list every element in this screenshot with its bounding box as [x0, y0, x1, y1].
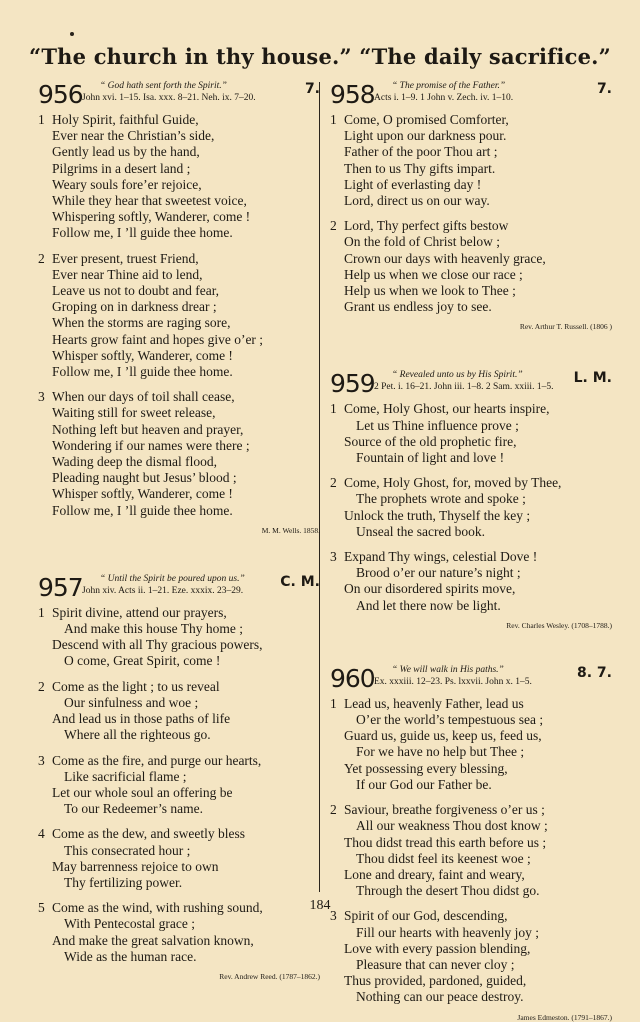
verse-line: Ever near the Christian’s side,	[52, 128, 215, 144]
scripture-references: 2 Pet. i. 16–21. John iii. 1–8. 2 Sam. xxiii. 1–5.	[374, 382, 554, 393]
stanza	[330, 218, 612, 315]
verse-line: May barrenness rejoice to own	[52, 858, 219, 874]
verse-line: Gently lead us by the hand,	[52, 144, 200, 160]
verse-line: Unlock the truth, Thyself the key ;	[344, 507, 531, 523]
scripture-references: John xiv. Acts ii. 1–21. Eze. xxxix. 23–29.	[82, 585, 244, 596]
verse-line: Come, Holy Ghost, for, moved by Thee,	[344, 475, 562, 491]
verse-line: Holy Spirit, faithful Guide,	[52, 112, 199, 127]
hymn-header	[330, 664, 612, 696]
ink-dot	[70, 32, 74, 36]
verse-line: And make this house Thy home ;	[64, 621, 243, 637]
hymn-header	[330, 80, 612, 112]
verse-line: O come, Great Spirit, come !	[64, 653, 221, 669]
verse-line: Like sacrificial flame ;	[64, 768, 187, 784]
verse-line: Lord, Thy perfect gifts bestow	[344, 218, 509, 234]
stanza	[330, 401, 612, 466]
verse-line: Hearts grow faint and hopes give o’er ;	[52, 331, 264, 347]
left-column	[38, 80, 320, 981]
hymn-meter: 7.	[304, 81, 320, 97]
verse-line: And let there now be light.	[356, 597, 501, 613]
verse-line: Spirit divine, attend our prayers,	[52, 604, 227, 620]
verse-line: Light upon our darkness pour.	[344, 128, 507, 144]
verse-line: Groping on in darkness drear ;	[52, 299, 217, 315]
verse-line: Father of the poor Thou art ;	[344, 144, 498, 160]
verse-line: Fountain of light and love !	[356, 450, 505, 466]
verse-line: Whisper softly, Wanderer, come !	[52, 347, 233, 363]
stanza	[330, 549, 612, 614]
verse-line: Whisper softly, Wanderer, come !	[52, 486, 233, 502]
verse-line: Follow me, I ’ll guide thee home.	[52, 364, 233, 380]
hymn-number: 960	[330, 663, 375, 693]
verse-line: Brood o’er our nature’s night ;	[356, 565, 521, 581]
author-attribution: Rev. Arthur T. Russell. (1806 )	[519, 322, 612, 332]
verse-line: Thou didst feel its keenest woe ;	[356, 850, 531, 866]
verse-line: Thou didst tread this earth before us ;	[344, 834, 547, 850]
stanza	[330, 475, 612, 540]
verse-line: Lord, direct us on our way.	[344, 193, 490, 209]
verse-line: Through the desert Thou didst go.	[356, 883, 540, 899]
stanza-number: 1	[330, 401, 337, 417]
scripture-references: Acts i. 1–9. 1 John v. Zech. iv. 1–10.	[374, 93, 514, 103]
verse-line: Thus provided, pardoned, guided,	[344, 973, 527, 989]
verse-line: On the fold of Christ below ;	[344, 234, 500, 250]
verse-line: Wading deep the dismal flood,	[52, 454, 217, 470]
hymn-number: 956	[38, 80, 83, 109]
stanza-number: 1	[38, 604, 45, 620]
running-header: “The church in thy house.” “The daily sacrifice.”	[29, 44, 611, 69]
stanza	[38, 826, 320, 891]
verse-line: Come as the dew, and sweetly bless	[52, 826, 245, 842]
verse-line: Yet possessing every blessing,	[344, 760, 508, 776]
hymn-header	[330, 369, 612, 401]
verse-line: Pleasure that can never cloy ;	[356, 956, 515, 972]
verse-line: Follow me, I ’ll guide thee home.	[52, 502, 233, 518]
verse-line: Where all the righteous go.	[64, 727, 211, 743]
stanza	[38, 251, 320, 381]
hymn-number: 958	[330, 80, 375, 109]
stanza	[330, 696, 612, 793]
hymn-meter: L. M.	[573, 370, 612, 387]
verse-line: When our days of toil shall cease,	[52, 389, 235, 405]
author-attribution: M. M. Wells. 1858.	[261, 525, 320, 535]
stanza	[330, 112, 612, 209]
verse-line: For we have no help but Thee ;	[356, 744, 525, 760]
stanza	[38, 389, 320, 519]
verse-line: While they hear that sweetest voice,	[52, 193, 247, 209]
stanza-number: 5	[38, 900, 45, 916]
verse-line: Leave us not to doubt and fear,	[52, 283, 220, 299]
verse-line: Lone and dreary, faint and weary,	[344, 866, 525, 882]
hymn-960	[330, 664, 612, 1022]
verse-line: Descend with all Thy gracious powers,	[52, 637, 263, 653]
verse-line: With Pentecostal grace ;	[64, 916, 196, 932]
verse-line: Pilgrims in a desert land ;	[52, 160, 191, 176]
hymn-number: 957	[38, 572, 83, 602]
stanza-number: 4	[38, 826, 45, 842]
verse-line: Our sinfulness and woe ;	[64, 694, 199, 710]
stanza-number: 1	[330, 112, 337, 127]
stanza-number: 3	[330, 908, 337, 924]
verse-line: Guard us, guide us, keep us, feed us,	[344, 728, 542, 744]
verse-line: When the storms are raging sore,	[52, 315, 231, 331]
stanza-number: 2	[38, 250, 45, 266]
author-attribution: Rev. Charles Wesley. (1708–1788.)	[506, 620, 612, 630]
hymn-motto: “ Revealed unto us by His Spirit.”	[392, 370, 523, 381]
verse-line: Nothing left but heaven and prayer,	[52, 421, 244, 437]
verse-line: Waiting still for sweet release,	[52, 405, 216, 421]
verse-line: Follow me, I ’ll guide thee home.	[52, 225, 233, 241]
verse-line: Ever near Thine aid to lend,	[52, 266, 203, 282]
verse-line: O’er the world’s tempestuous sea ;	[356, 712, 544, 728]
stanza	[330, 802, 612, 899]
verse-line: This consecrated hour ;	[64, 842, 191, 858]
stanza	[38, 753, 320, 818]
stanza-number: 3	[38, 752, 45, 768]
stanza-number: 3	[38, 389, 45, 405]
verse-line: Lead us, heavenly Father, lead us	[344, 695, 524, 711]
verse-line: Source of the old prophetic fire,	[344, 433, 517, 449]
verse-line: Unseal the sacred book.	[356, 523, 485, 539]
verse-line: Let our whole soul an offering be	[52, 784, 233, 800]
stanza	[38, 679, 320, 744]
verse-line: Spirit of our God, descending,	[344, 908, 508, 924]
verse-line: And lead us in those paths of life	[52, 711, 231, 727]
verse-line: Love with every passion blending,	[344, 940, 531, 956]
verse-line: Wondering if our names were there ;	[52, 437, 250, 453]
verse-line: Light of everlasting day !	[344, 176, 482, 192]
hymn-motto: “ The promise of the Father.”	[392, 81, 506, 91]
verse-line: The prophets wrote and spoke ;	[356, 491, 526, 507]
hymn-959	[330, 369, 612, 629]
stanza-number: 3	[330, 549, 337, 565]
hymn-number: 959	[330, 369, 375, 399]
hymn-meter: C. M.	[280, 573, 320, 590]
stanza-number: 2	[330, 475, 337, 491]
verse-line: Let us Thine influence prove ;	[356, 417, 519, 433]
verse-line: On our disordered spirits move,	[344, 581, 516, 597]
verse-line: Thy fertilizing power.	[64, 874, 183, 890]
verse-line: Grant us endless joy to see.	[344, 299, 492, 315]
stanza-number: 2	[330, 802, 337, 818]
hymn-meter: 8. 7.	[577, 664, 612, 681]
hymn-956	[38, 80, 320, 535]
stanza-number: 2	[38, 678, 45, 694]
verse-line: Crown our days with heavenly grace,	[344, 250, 546, 266]
verse-line: Come as the light ; to us reveal	[52, 678, 220, 694]
author-attribution: James Edmeston. (1791–1867.)	[517, 1012, 612, 1022]
stanza-number: 1	[330, 695, 337, 711]
verse-line: And make the great salvation known,	[52, 932, 254, 948]
hymn-header	[38, 573, 320, 605]
verse-line: Then to us Thy gifts impart.	[344, 160, 496, 176]
hymn-motto: “ God hath sent forth the Spirit.”	[100, 81, 227, 91]
stanza-number: 2	[330, 218, 337, 234]
scripture-references: Ex. xxxiii. 12–23. Ps. lxxvii. John x. 1–5.	[374, 676, 532, 687]
hymn-957	[38, 573, 320, 981]
verse-line: Help us when we look to Thee ;	[344, 283, 516, 299]
verse-line: Expand Thy wings, celestial Dove !	[344, 549, 538, 565]
verse-line: Whispering softly, Wanderer, come !	[52, 209, 251, 225]
verse-line: Wide as the human race.	[64, 948, 197, 964]
stanza	[38, 112, 320, 242]
verse-line: To our Redeemer’s name.	[64, 801, 204, 817]
author-attribution: Rev. Andrew Reed. (1787–1862.)	[219, 971, 320, 981]
verse-line: Help us when we close our race ;	[344, 266, 523, 282]
verse-line: Saviour, breathe forgiveness o’er us ;	[344, 802, 545, 818]
verse-line: Weary souls fore’er rejoice,	[52, 176, 202, 192]
hymn-motto: “ Until the Spirit be poured upon us.”	[100, 573, 245, 584]
verse-line: Pleading naught but Jesus’ blood ;	[52, 470, 237, 486]
page-number: 184	[309, 898, 331, 913]
verse-line: Come, Holy Ghost, our hearts inspire,	[344, 401, 550, 417]
right-column	[330, 80, 612, 1022]
verse-line: Come as the wind, with rushing sound,	[52, 900, 263, 916]
stanza	[330, 908, 612, 1005]
verse-line: All our weakness Thou dost know ;	[356, 818, 548, 834]
hymn-meter: 7.	[596, 81, 612, 97]
verse-line: Come, O promised Comforter,	[344, 112, 509, 127]
verse-line: If our God our Father be.	[356, 776, 492, 792]
verse-line: Come as the fire, and purge our hearts,	[52, 752, 262, 768]
hymn-motto: “ We will walk in His paths.”	[392, 664, 504, 675]
stanza-number: 1	[38, 112, 45, 127]
stanza	[38, 605, 320, 670]
scripture-references: John xvi. 1–15. Isa. xxx. 8–21. Neh. ix. 7–20.	[82, 93, 256, 103]
verse-line: Fill our hearts with heavenly joy ;	[356, 924, 539, 940]
verse-line: Ever present, truest Friend,	[52, 250, 199, 266]
hymn-header	[38, 80, 320, 112]
hymn-958	[330, 80, 612, 331]
verse-line: Nothing can our peace destroy.	[356, 989, 524, 1005]
